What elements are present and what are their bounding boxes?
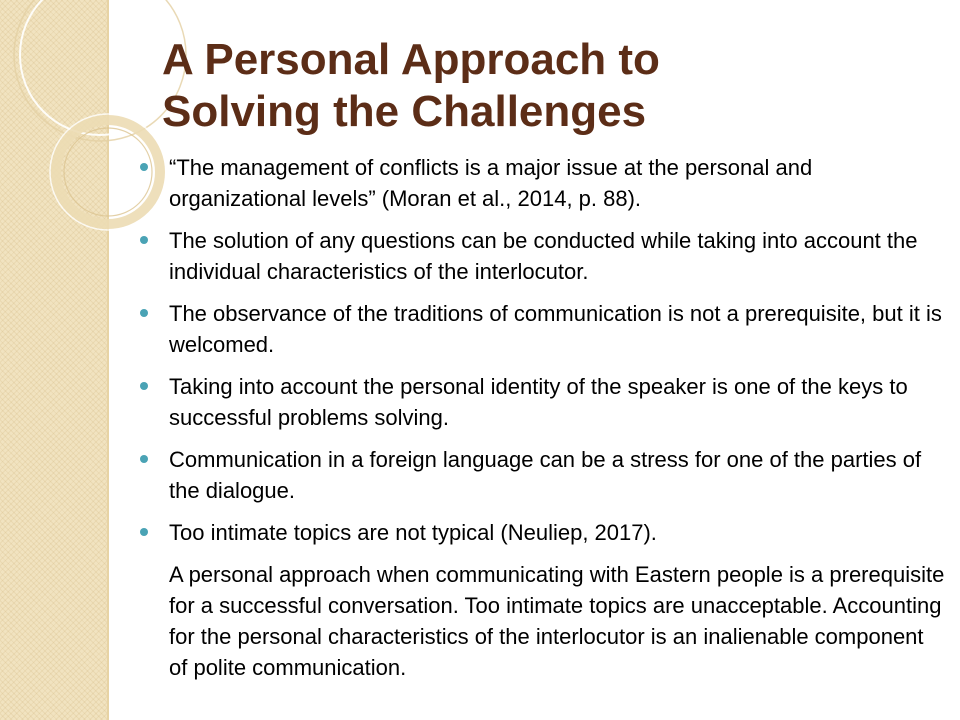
- bullet-text: The observance of the traditions of communication is not a prerequisite, but it is welcomed.: [169, 301, 942, 357]
- bullet-icon: [140, 382, 148, 390]
- summary-paragraph: [137, 559, 947, 683]
- bullet-text: “The management of conflicts is a major issue at the personal and organizational levels” (Moran et al., 2014, p. 88).: [169, 155, 813, 211]
- list-item: [137, 444, 947, 506]
- bullet-text: Too intimate topics are not typical (Neuliep, 2017).: [169, 520, 657, 545]
- bullet-text: Taking into account the personal identity of the speaker is one of the keys to successful problems solving.: [169, 374, 908, 430]
- bullet-text: The solution of any questions can be conducted while taking into account the individual characteristics of the interlocutor.: [169, 228, 918, 284]
- bullet-icon: [140, 309, 148, 317]
- list-item: [137, 371, 947, 433]
- list-item: [137, 152, 947, 214]
- bullet-list: [137, 152, 947, 694]
- bullet-text: Communication in a foreign language can be a stress for one of the parties of the dialogue.: [169, 447, 922, 503]
- bullet-icon: [140, 236, 148, 244]
- slide-title: [162, 34, 882, 138]
- title-line-1: A Personal Approach to: [162, 35, 660, 84]
- list-item: [137, 517, 947, 548]
- bullet-icon: [140, 163, 148, 171]
- title-line-2: Solving the Challenges: [162, 87, 647, 136]
- list-item: [137, 225, 947, 287]
- list-item: [137, 298, 947, 360]
- summary-text: A personal approach when communicating with Eastern people is a prerequisite for a successful conversation. Too intimate topics are unacceptable. Accounting for the personal characteristics of the interlocutor is an inalienable component of polite communication.: [169, 562, 945, 680]
- bullet-icon: [140, 455, 148, 463]
- bullet-icon: [140, 528, 148, 536]
